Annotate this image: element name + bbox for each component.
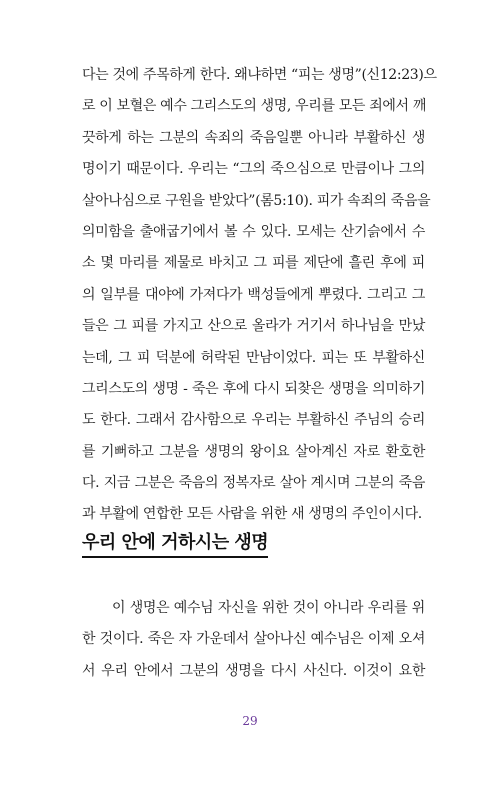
text-line: 들은 그 피를 가지고 산으로 올라가 거기서 하나님을 만났 (82, 318, 425, 335)
text-line: 다. 지금 그분은 죽음의 정복자로 살아 계시며 그분의 죽음 (82, 475, 425, 492)
body-paragraph-blood-life (82, 60, 437, 531)
text-line: 한 것이다. 죽은 자 가운데서 살아나신 예수님은 이제 오셔 (82, 631, 425, 648)
text-line: 로 이 보혈은 예수 그리스도의 생명, 우리를 모든 죄에서 깨 (82, 98, 427, 115)
text-line: 그리스도의 생명 - 죽은 후에 다시 되찾은 생명을 의미하기 (82, 380, 425, 397)
text-line: 명이기 때문이다. 우리는 “그의 죽으심으로 만큼이나 그의 (82, 161, 425, 178)
text-line: 의미함을 출애굽기에서 볼 수 있다. 모세는 산기슭에서 수 (82, 223, 425, 240)
text-line: 를 기뻐하고 그분을 생명의 왕이요 살아계신 자로 환호한 (82, 443, 425, 460)
text-line: 는데, 그 피 덕분에 허락된 만남이었다. 피는 또 부활하신 (82, 349, 425, 366)
body-paragraph-indwelling-life (82, 593, 425, 687)
section-heading: 우리 안에 거하시는 생명 (82, 532, 268, 558)
page-number: 29 (242, 714, 258, 728)
text-line: 다는 것에 주목하게 한다. 왜냐하면 “피는 생명”(신12:23)으 (82, 67, 437, 83)
text-line: 이 생명은 예수님 자신을 위한 것이 아니라 우리를 위 (112, 600, 425, 616)
text-line: 과 부활에 연합한 모든 사람을 위한 새 생명의 주인이시다. (82, 506, 422, 523)
text-line: 도 한다. 그래서 감사함으로 우리는 부활하신 주님의 승리 (82, 412, 425, 429)
text-line: 의 일부를 대야에 가져다가 백성들에게 뿌렸다. 그리고 그 (82, 286, 425, 303)
text-line: 끗하게 하는 그분의 속죄의 죽음일뿐 아니라 부활하신 생 (82, 129, 425, 146)
text-line: 서 우리 안에서 그분의 생명을 다시 사신다. 이것이 요한 (82, 662, 425, 679)
text-line: 살아나심으로 구원을 받았다”(롬5:10). 피가 속죄의 죽음을 (82, 192, 431, 209)
text-line: 소 몇 마리를 제물로 바치고 그 피를 제단에 흘린 후에 피 (82, 255, 425, 272)
